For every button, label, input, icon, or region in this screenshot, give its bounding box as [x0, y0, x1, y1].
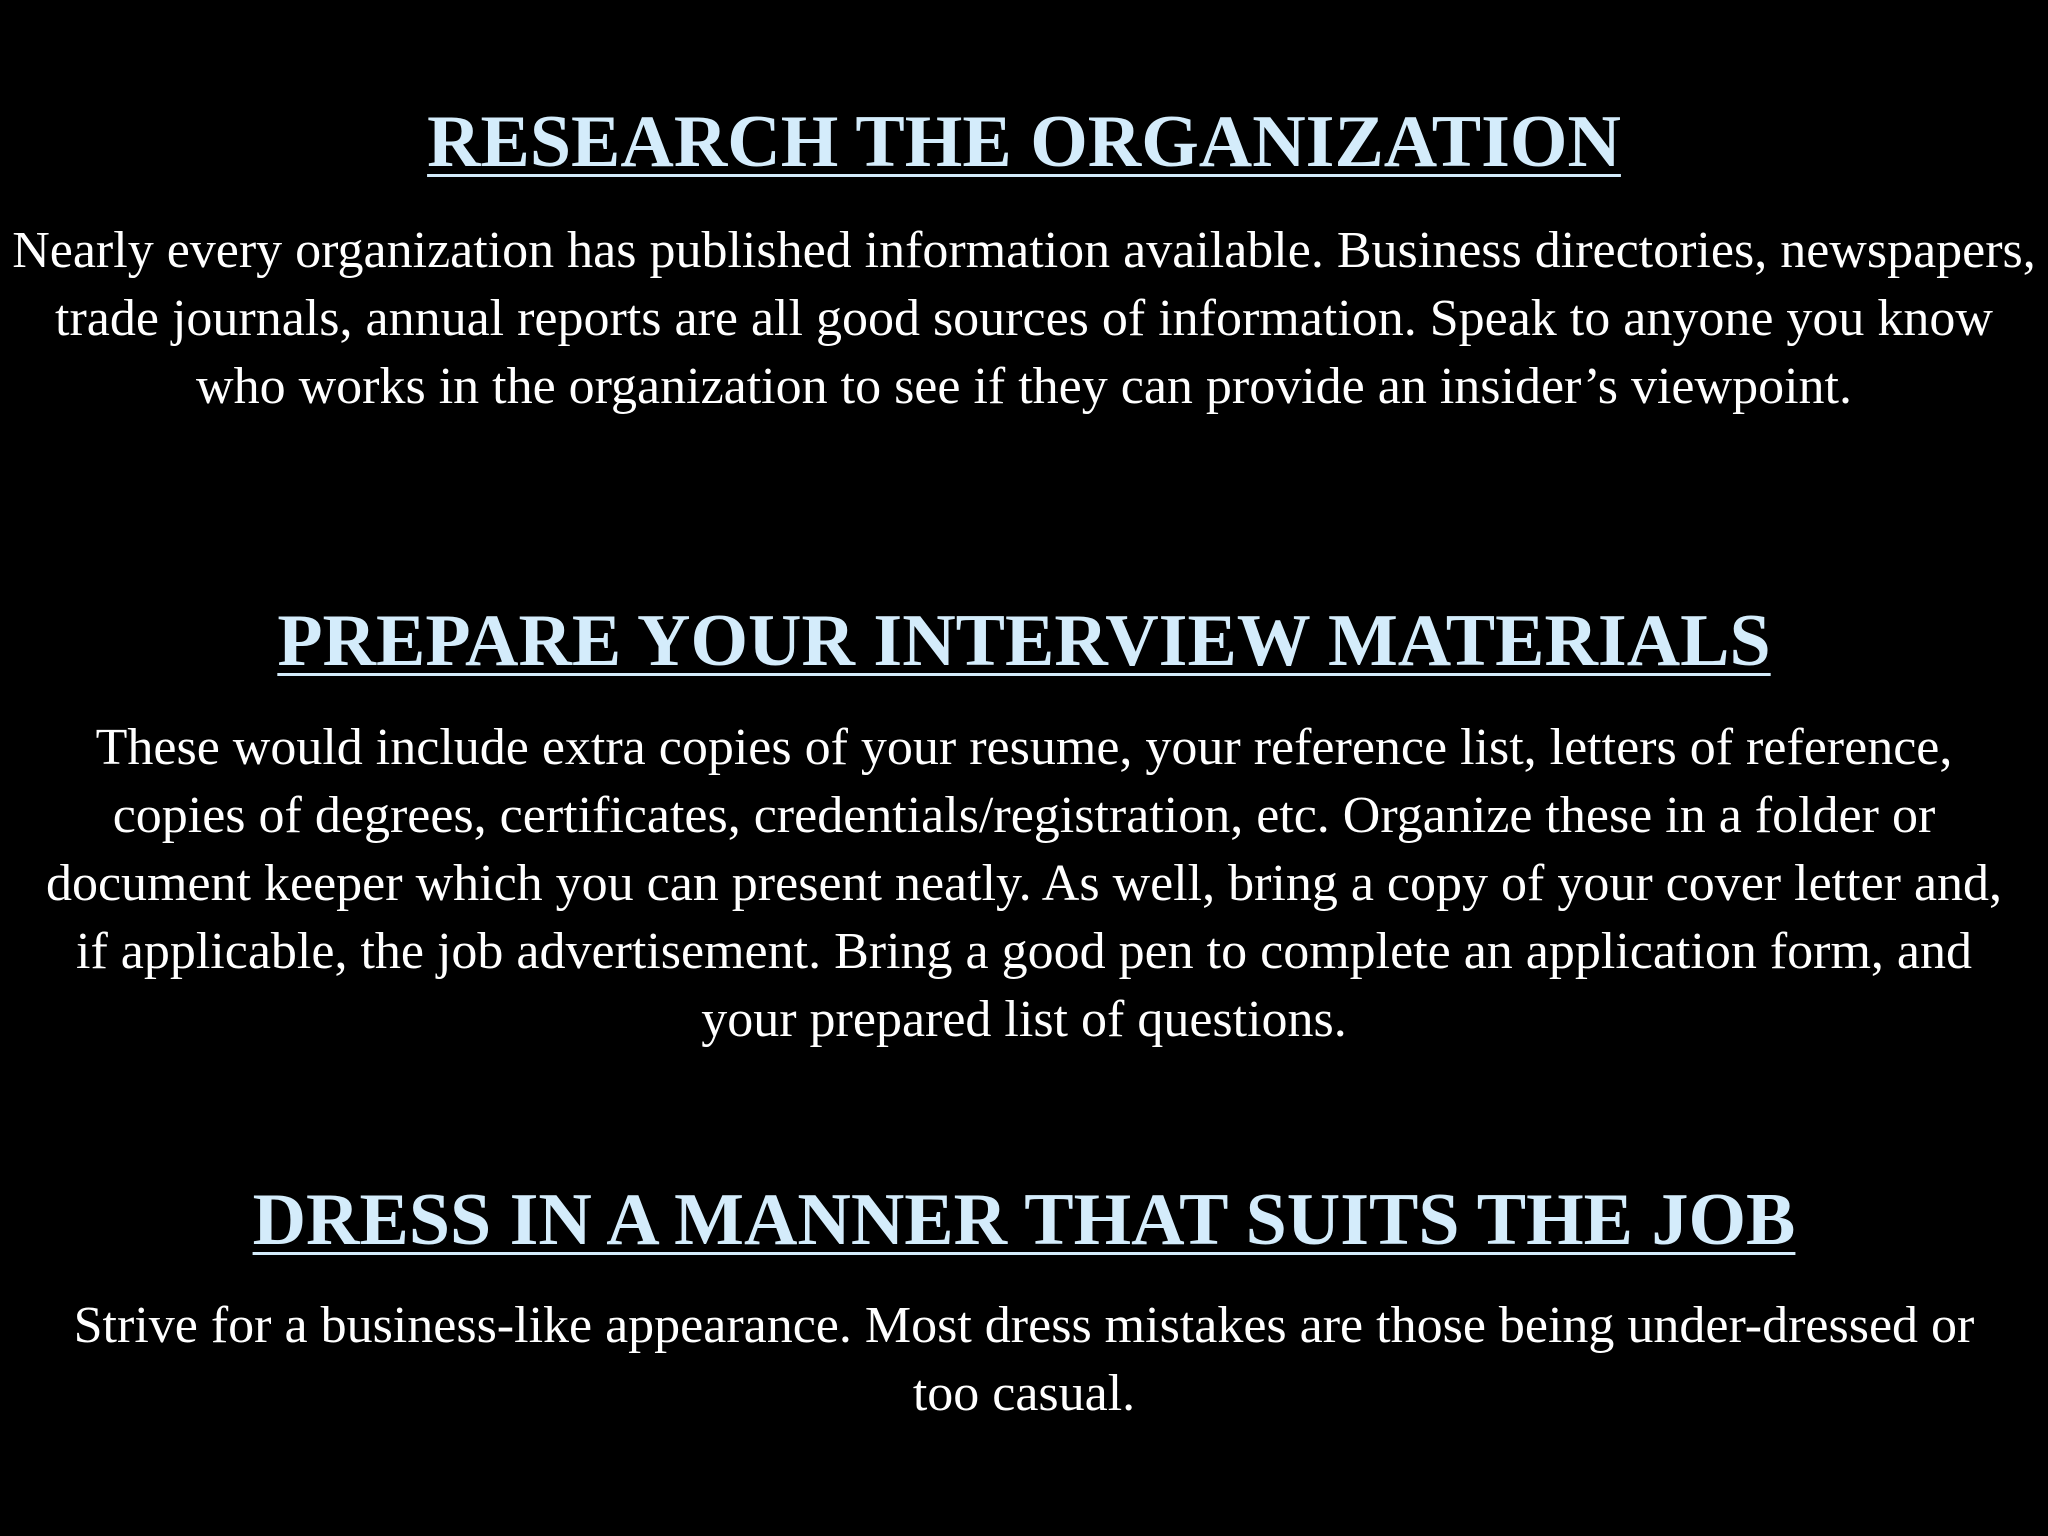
section-prepare-materials: [0, 601, 2048, 1054]
section-heading: RESEARCH THE ORGANIZATION: [427, 101, 1621, 183]
section-heading: DRESS IN A MANNER THAT SUITS THE JOB: [252, 1179, 1796, 1261]
section-heading: PREPARE YOUR INTERVIEW MATERIALS: [277, 600, 1771, 682]
section-body-text: Nearly every organization has published information available. Business directories, newspapers, trade journals, annual reports are all good sources of information. Speak to anyone you know who works in the organization to see if they can provide an insider’s viewpoint.: [12, 222, 2036, 415]
section-dress-manner: [0, 1180, 2048, 1428]
section-body-text: Strive for a business-like appearance. Most dress mistakes are those being under-dressed or too casual.: [73, 1297, 1975, 1422]
section-research-organization: [0, 102, 2048, 421]
section-body-text: These would include extra copies of your resume, your reference list, letters of reference, copies of degrees, certificates, credentials/registration, etc. Organize these in a folder or document keeper which you can present neatly. As well, bring a copy of your cover letter and, if applicable, the job advertisement. Bring a good pen to complete an application form, and your prepared list of questions.: [45, 719, 2003, 1048]
